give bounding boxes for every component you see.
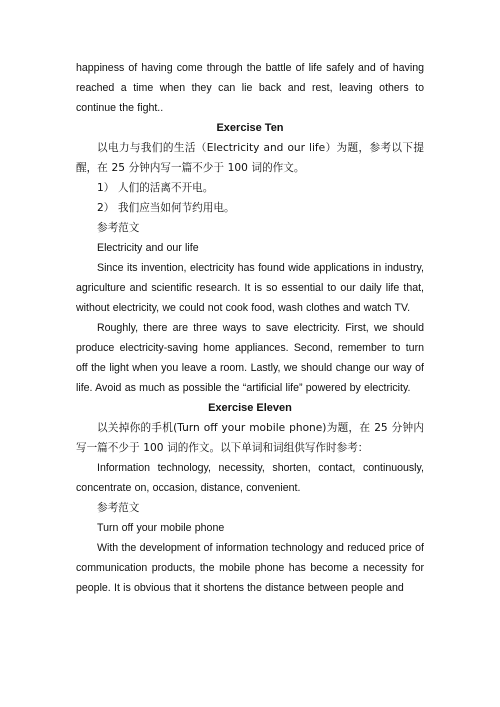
heading-exercise-ten: Exercise Ten <box>216 122 284 134</box>
essay-paragraph-2: Roughly, there are three ways to save electricity. First, we should produce electricity-saving home appliances. Second, remember to turn off the light when you leave a room. Lastly, we should change our way of life. Avoid as much as possible the “artificial life” powered by electricity. <box>76 322 424 394</box>
essay-title: Electricity and our life <box>97 242 199 254</box>
vocabulary-list: Information technology, necessity, shorten, contact, continuously, concentrate on, occasion, distance, convenient. <box>76 462 424 494</box>
prompt-point-1: 1） 人们的活离不开电。 <box>97 182 214 194</box>
essay-title-2: Turn off your mobile phone <box>97 522 225 534</box>
sample-essay-label-2: 参考范文 <box>97 502 140 514</box>
essay-paragraph-1: Since its invention, electricity has found wide applications in industry, agriculture and scientific research. It is so essential to our daily life that, without electricity, we could not cook food, wash clothes and watch TV. <box>76 262 424 314</box>
essay-2-paragraph-1: With the development of information technology and reduced price of communication products, the mobile phone has become a necessity for people. It is obvious that it shortens the distance between people and <box>76 542 424 594</box>
heading-exercise-eleven: Exercise Eleven <box>208 402 292 414</box>
document-page <box>76 58 424 598</box>
sample-essay-label: 参考范文 <box>97 222 140 234</box>
exercise-eleven-prompt: 以关掉你的手机(Turn off your mobile phone)为题，在 25 分钟内写一篇不少于 100 词的作文。以下单词和词组供写作时参考： <box>76 422 424 454</box>
prompt-point-2: 2） 我们应当如何节约用电。 <box>97 202 235 214</box>
exercise-ten-prompt: 以电力与我们的生活（Electricity and our life）为题，参考以下提醒，在 25 分钟内写一篇不少于 100 词的作文。 <box>76 142 424 174</box>
paragraph-continuation: happiness of having come through the battle of life safely and of having reached a time when they can lie back and rest, leaving others to continue the fight.. <box>76 62 424 114</box>
